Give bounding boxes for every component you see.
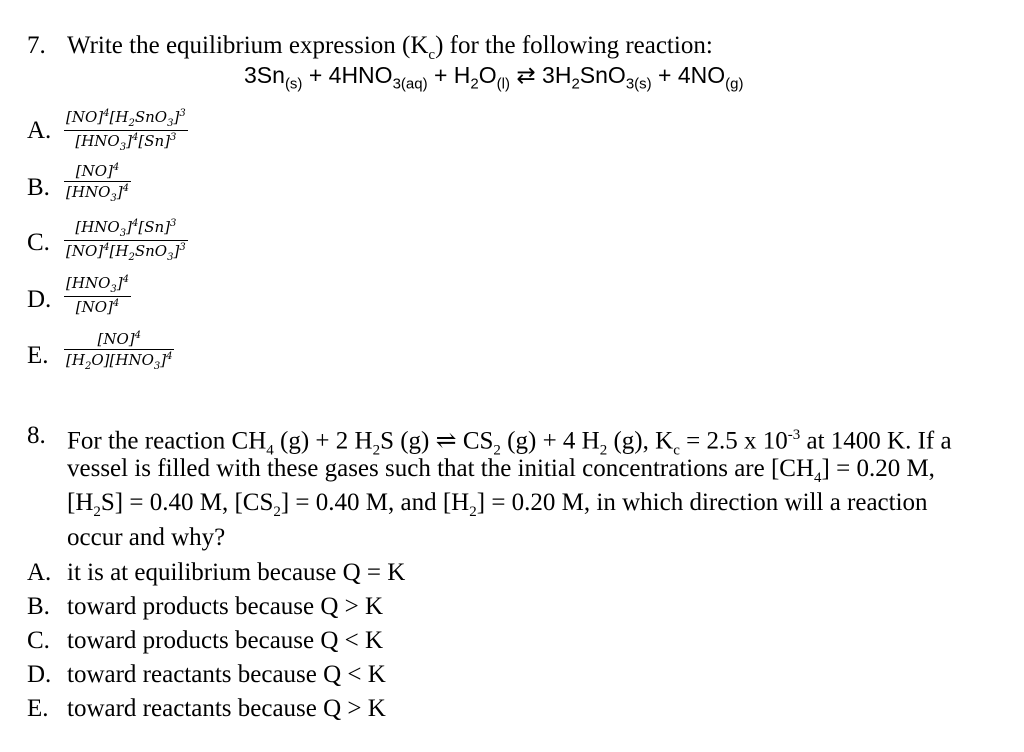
q8-option-d[interactable]	[27, 661, 386, 689]
q7-option-e-fraction: [NO]$^4$ $[H_2O][HNO_3]^4$	[66, 330, 173, 372]
q8-option-c[interactable]	[27, 627, 383, 655]
q7-option-b-fraction: [NO]$^4$ $[HNO_3]^4$	[66, 162, 129, 204]
q7-option-d-letter[interactable]: D.	[27, 286, 52, 313]
question-7-reaction: $3Sn_{(s)} + 4HNO_{3(aq)} + H_2O_{(l)}$ ⇄ $3H_2SnO_{3(s)} + 4NO_{(g)}$	[244, 62, 744, 93]
q8-option-a-letter: A.	[27, 559, 52, 586]
q8-option-d-letter: D.	[27, 661, 52, 688]
question-8-line-3: $[H_2S] = 0.40$ M, $[CS_2] = 0.40$ M, and $[H_2] = 0.20$ M, in which direction will a reaction	[67, 489, 928, 520]
q8-option-b-text: toward products because Q > K	[67, 593, 384, 620]
q8-option-a[interactable]	[27, 559, 405, 587]
q8-option-a-text: it is at equilibrium because Q = K	[67, 559, 406, 586]
q8-option-e-letter: E.	[27, 695, 49, 722]
q7-option-a-letter[interactable]: A.	[27, 117, 52, 144]
question-8-line-4: occur and why?	[67, 524, 226, 551]
q8-option-e[interactable]	[27, 695, 386, 723]
q8-option-e-text: toward reactants because Q > K	[67, 695, 386, 722]
question-8-line-1: For the reaction $CH_4$ (g) + 2 $H_2S$ (g) ⇌ $CS_2$ (g) + 4 $H_2$ (g), $K_c = 2.5$ x $10^{-3}$ at 1400 K. If a	[67, 427, 952, 459]
q8-option-b-letter: B.	[27, 593, 50, 620]
question-8-number: 8.	[27, 422, 46, 449]
q7-option-b-letter[interactable]: B.	[27, 174, 50, 201]
q8-option-d-text: toward reactants because Q < K	[67, 661, 386, 688]
q8-option-c-text: toward products because Q < K	[67, 627, 384, 654]
q7-option-d-fraction: $[HNO_3]^4$ [NO]$^4$	[66, 274, 129, 316]
q7-option-e-letter[interactable]: E.	[27, 342, 49, 369]
q7-option-a-fraction: $[NO]^4[H_2SnO_3]^3$ $[HNO_3]^4[Sn]^3$	[66, 108, 186, 153]
q8-option-b[interactable]	[27, 593, 383, 621]
question-7-prompt: Write the equilibrium expression $(K_c)$ for the following reaction:	[67, 32, 713, 63]
q8-option-c-letter: C.	[27, 627, 50, 654]
question-8-line-2: vessel is filled with these gases such that the initial concentrations are $[CH_4] = 0.20$ M,	[67, 455, 935, 486]
question-7-number: 7.	[27, 32, 46, 59]
q7-option-c-letter[interactable]: C.	[27, 229, 50, 256]
q7-option-c-fraction: $[HNO_3]^4[Sn]^3$ $[NO]^4[H_2SnO_3]^3$	[66, 218, 186, 263]
